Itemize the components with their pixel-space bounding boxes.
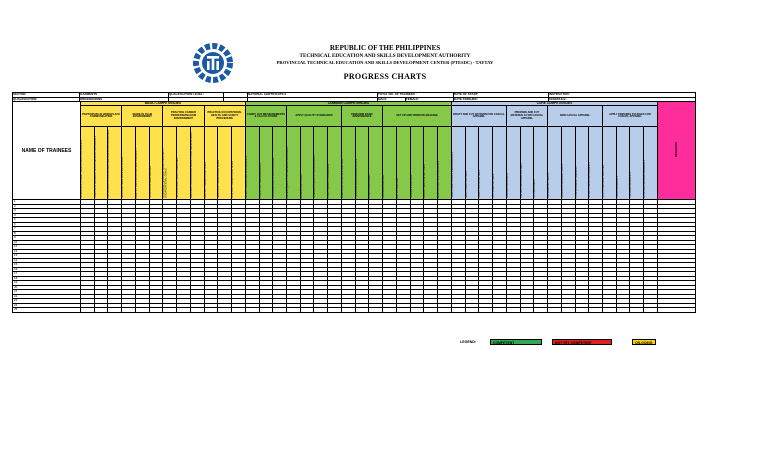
sector-label: SECTOR:: [13, 93, 80, 98]
element-label: COMPLETE RELEVANT WORK RELATED DOCUMENTS: [93, 136, 97, 198]
legend-ongoing-text: ON-GOING: [635, 341, 653, 345]
row-number: 5: [13, 218, 81, 223]
instructor-label: INSTRUCTOR:: [549, 93, 696, 98]
progress-cell[interactable]: [94, 308, 108, 313]
element-cell: [575, 127, 589, 200]
competency-5: APPLY QUALITY STANDARDS: [287, 106, 342, 127]
remarks-header: REMARKS: [673, 142, 678, 158]
row-number: 15: [13, 263, 81, 268]
remarks-column: [657, 102, 695, 200]
competency-10: SEW CASUAL APPAREL: [548, 106, 603, 127]
element-label: FOLD AND PACKAGE GARMENTS: [643, 159, 647, 198]
element-cell: [259, 127, 273, 200]
element-cell: [108, 127, 122, 200]
male-label: MALE: [378, 97, 406, 102]
element-label: DESCRIBE TEAM ROLE AND SCOPE: [121, 156, 125, 198]
element-cell: [589, 127, 603, 200]
qual-level-value: NATIONAL CERTIFICATE II: [248, 93, 378, 98]
section-core: CORE COMPETENCIES: [451, 102, 657, 106]
element-label: APPLY FINISHING TOUCHES: [601, 165, 605, 198]
element-cell: [369, 127, 383, 200]
progress-cell[interactable]: [561, 308, 575, 313]
element-cell: [561, 127, 575, 200]
element-label: DRAFT STYLE PATTERN: [478, 170, 482, 198]
progress-cell[interactable]: [245, 308, 259, 313]
element-label: ENGAGE IN QUALITY IMPROVEMENT: [313, 155, 317, 198]
progress-cell[interactable]: [451, 308, 465, 313]
row-number: 6: [13, 222, 81, 227]
legend-competent: [490, 339, 542, 345]
page-title: PROGRESS CHARTS: [343, 72, 427, 81]
progress-cell[interactable]: [602, 308, 616, 313]
progress-cell[interactable]: [273, 308, 287, 313]
element-cell: [520, 127, 534, 200]
progress-cell[interactable]: [630, 308, 644, 313]
element-label: MONITOR MACHINE OPERATION: [437, 160, 441, 198]
progress-cell[interactable]: [341, 308, 355, 313]
element-cell: [190, 127, 204, 200]
row-number: 18: [13, 276, 81, 281]
progress-cell[interactable]: [204, 308, 218, 313]
element-cell: [616, 127, 630, 200]
progress-cell[interactable]: [589, 308, 603, 313]
element-cell: [630, 127, 644, 200]
progress-cell[interactable]: [190, 308, 204, 313]
row-number: 17: [13, 272, 81, 277]
row-number: 2: [13, 204, 81, 209]
progress-cell[interactable]: [108, 308, 122, 313]
element-label: PREPARE MATERIALS: [505, 172, 509, 198]
competency-9: PREPARE AND CUT MATERIALS FOR CASUAL APPAREL: [506, 106, 547, 127]
element-label: ADJUST MACHINE SETTINGS: [423, 164, 427, 198]
row-number: 9: [13, 236, 81, 241]
competency-7: SET UP AND OPERATE MACHINE: [383, 106, 452, 127]
progress-cell[interactable]: [479, 308, 493, 313]
trainees-label: TOTAL NO. OF TRAINEES :: [378, 93, 454, 98]
progress-cell[interactable]: [300, 308, 314, 313]
element-cell: [465, 127, 479, 200]
element-label: MAINTAIN PROFESSIONAL GROWTH AND DEVELOPMENT: [189, 131, 193, 198]
progress-cell[interactable]: [396, 308, 410, 313]
progress-cell[interactable]: [259, 308, 273, 313]
competency-4: CARRY OUT MEASUREMENTS & CALCULATIONS: [245, 106, 286, 127]
element-cell: [548, 127, 562, 200]
row-number: 25: [13, 308, 81, 313]
progress-cell[interactable]: [287, 308, 301, 313]
row-number: 20: [13, 285, 81, 290]
table-row: [13, 308, 696, 313]
competency-11: APPLY FINISHING TOUCHES FOR CASUAL APPAREL: [602, 106, 657, 127]
progress-cell[interactable]: [424, 308, 438, 313]
element-label: TAKE CLIENT'S BODY MEASUREMENTS: [450, 152, 454, 198]
element-cell: [479, 127, 493, 200]
progress-cell[interactable]: [122, 308, 136, 313]
element-cell: [177, 127, 191, 200]
row-number: 10: [13, 240, 81, 245]
element-label: INTEGRATE PERSONAL OBJECTIVES WITH ORGANIZATIONAL GOALS: [162, 148, 168, 198]
legend-not-competent: [552, 339, 612, 345]
element-label: OBTAIN AND CONVEY WORKPLACE INFORMATION: [80, 139, 83, 198]
element-label: PRESS GARMENTS: [615, 175, 619, 198]
progress-cell[interactable]: [548, 308, 562, 313]
legend-competent-text: COMPETENT: [493, 341, 515, 345]
element-label: OPERATE MACHINE: [409, 175, 413, 198]
schedule-label: SCHEDULE:: [549, 97, 696, 102]
element-label: PERFORM MINOR ADJUSTMENTS: [354, 159, 358, 198]
element-label: PACKAGE GARMENTS: [629, 172, 633, 198]
row-number: 16: [13, 267, 81, 272]
competency-1: WORK IN TEAM ENVIRONMENT: [122, 106, 163, 127]
row-number: 19: [13, 281, 81, 286]
progress-cell[interactable]: [644, 308, 658, 313]
qual-level-label: QUALIFICATION LEVEL:: [169, 93, 224, 98]
element-cell: [287, 127, 301, 200]
progress-cell[interactable]: [506, 308, 520, 313]
progress-cell[interactable]: [493, 308, 507, 313]
element-cell: [273, 127, 287, 200]
legend-label: LEGEND:: [460, 340, 477, 344]
element-cell: [410, 127, 424, 200]
element-cell: [122, 127, 136, 200]
row-number: 24: [13, 303, 81, 308]
row-number: 7: [13, 227, 81, 232]
row-number: 13: [13, 254, 81, 259]
remarks-cell[interactable]: [657, 308, 695, 313]
element-cell: [534, 127, 548, 200]
element-cell: [383, 127, 397, 200]
competency-0: PARTICIPATE IN WORKPLACE COMMUNICATION: [81, 106, 122, 127]
progress-cell[interactable]: [575, 308, 589, 313]
section-basic: BASIC COMPETENCIES: [81, 102, 246, 106]
element-cell: [245, 127, 259, 200]
row-number: 3: [13, 209, 81, 214]
row-number: 23: [13, 299, 81, 304]
competency-2: PRACTICE CAREER PROFESSIONALISM ENVIRONMENT: [163, 106, 204, 127]
progress-cell[interactable]: [383, 308, 397, 313]
element-cell: [135, 127, 149, 200]
element-label: ASSEMBLE GARMENT PARTS: [560, 164, 564, 198]
competency-6: PERFORM BASIC MAINTENANCE: [341, 106, 382, 127]
element-label: CARRY OUT MEASUREMENTS: [258, 163, 262, 198]
element-label: EVALUATE HAZARDS AND RISKS: [217, 160, 221, 198]
element-label: PERFORM SIMPLE CALCULATIONS: [272, 157, 276, 198]
progress-cell[interactable]: [135, 308, 149, 313]
qualification-label: QUALIFICATION:: [13, 97, 80, 102]
element-cell: [644, 127, 658, 200]
element-cell: [341, 127, 355, 200]
progress-cell[interactable]: [314, 308, 328, 313]
element-label: PREPARE CUT PARTS: [547, 172, 551, 198]
element-cell: [438, 127, 452, 200]
element-label: STUDY QUALITY STANDARDS: [327, 163, 331, 198]
element-label: CUT MATERIALS: [533, 179, 537, 198]
row-number: 21: [13, 290, 81, 295]
progress-cell[interactable]: [328, 308, 342, 313]
element-cell: [602, 127, 616, 200]
competency-3: PRACTICE OCCUPATIONAL HEALTH AND SAFETY PROCEDURE: [204, 106, 245, 127]
start-label: DATE OF START:: [454, 93, 549, 98]
progress-cell[interactable]: [355, 308, 369, 313]
element-label: DRAFT BASIC PATTERN: [464, 170, 468, 198]
element-label: PREPARE MACHINE: [382, 175, 386, 198]
tesda-logo: [191, 43, 235, 83]
element-cell: [493, 127, 507, 200]
element-label: FIT AND ADJUST GARMENT: [574, 166, 578, 198]
element-label: PARTICIPATE IN WORKPLACE MEETINGS AND DISCUSSION: [107, 129, 111, 198]
element-label: SET UP MACHINE: [395, 177, 399, 198]
qualification-value: DRESSMAKING: [80, 97, 169, 102]
sector-value: GARMENTS: [80, 93, 169, 98]
element-label: ATTACH FINISHING ELEMENTS: [588, 162, 592, 198]
legend-ongoing: [632, 339, 656, 345]
progress-cell[interactable]: [81, 308, 95, 313]
row-number: 22: [13, 294, 81, 299]
element-cell: [396, 127, 410, 200]
element-cell: [232, 127, 246, 200]
element-cell: [81, 127, 95, 200]
progress-cell[interactable]: [369, 308, 383, 313]
row-number: 14: [13, 258, 81, 263]
row-number: 1: [13, 200, 81, 205]
progress-grid: [12, 101, 696, 313]
progress-cell[interactable]: [520, 308, 534, 313]
element-cell: [94, 127, 108, 200]
name-of-trainees-header: NAME OF TRAINEES: [13, 102, 81, 200]
element-cell: [149, 127, 163, 200]
finished-label: DATE FINISHED:: [454, 97, 549, 102]
row-number: 12: [13, 249, 81, 254]
row-number: 11: [13, 245, 81, 250]
element-label: SET AND MEET WORK PRIORITIES: [176, 158, 180, 198]
progress-cell[interactable]: [177, 308, 191, 313]
element-cell: [451, 127, 465, 200]
element-label: CONTROL HAZARDS AND RISKS: [231, 160, 235, 198]
element-label: CUT FINAL PATTERN: [492, 174, 496, 198]
element-label: LAY OUT AND MARK PATTERN: [519, 163, 523, 198]
element-cell: [300, 127, 314, 200]
progress-cell[interactable]: [218, 308, 232, 313]
competency-8: DRAFT AND CUT PATTERN FOR CASUAL APPAREL: [451, 106, 506, 127]
header-republic: REPUBLIC OF THE PHILIPPINES: [329, 44, 441, 52]
row-number: 8: [13, 231, 81, 236]
progress-cell[interactable]: [163, 308, 177, 313]
row-number: 4: [13, 213, 81, 218]
legend-not-competent-text: NOT YET COMPETENT: [555, 341, 592, 345]
element-label: IDENTIFY OWN ROLE AND RESPONSIBILITY: [134, 147, 138, 198]
element-label: WORK AS A TEAM MEMBER: [148, 166, 152, 198]
progress-cell[interactable]: [232, 308, 246, 313]
progress-cell[interactable]: [465, 308, 479, 313]
element-cell: [163, 127, 177, 200]
header-center: PROVINCIAL TECHNICAL EDUCATION AND SKILLS DEVELOPMENT CENTER (PTESDC) - TAYTAY: [276, 60, 494, 65]
element-label: CLEAN AND LUBRICATE MACHINE: [340, 158, 344, 198]
element-cell: [506, 127, 520, 200]
element-cell: [314, 127, 328, 200]
progress-cell[interactable]: [410, 308, 424, 313]
element-cell: [328, 127, 342, 200]
progress-cell[interactable]: [438, 308, 452, 313]
progress-cell[interactable]: [149, 308, 163, 313]
element-cell: [204, 127, 218, 200]
element-cell: [424, 127, 438, 200]
element-cell: [355, 127, 369, 200]
element-label: CLEAN WORK AREA: [368, 174, 372, 198]
element-cell: [218, 127, 232, 200]
female-label: FEMALE: [406, 97, 454, 102]
header-agency: TECHNICAL EDUCATION AND SKILLS DEVELOPMENT AUTHORITY: [299, 53, 471, 59]
section-common: COMMON COMPETENCIES: [245, 102, 451, 106]
element-label: IDENTIFY HAZARDS AND RISKS: [203, 161, 207, 198]
progress-cell[interactable]: [616, 308, 630, 313]
element-label: ASSESS QUALITY OF RECEIVED MATERIALS: [286, 146, 290, 198]
progress-cell[interactable]: [534, 308, 548, 313]
element-label: ASSESS OWN WORK: [299, 173, 303, 198]
element-label: SELECT MEASURING INSTRUMENTS: [244, 155, 248, 198]
